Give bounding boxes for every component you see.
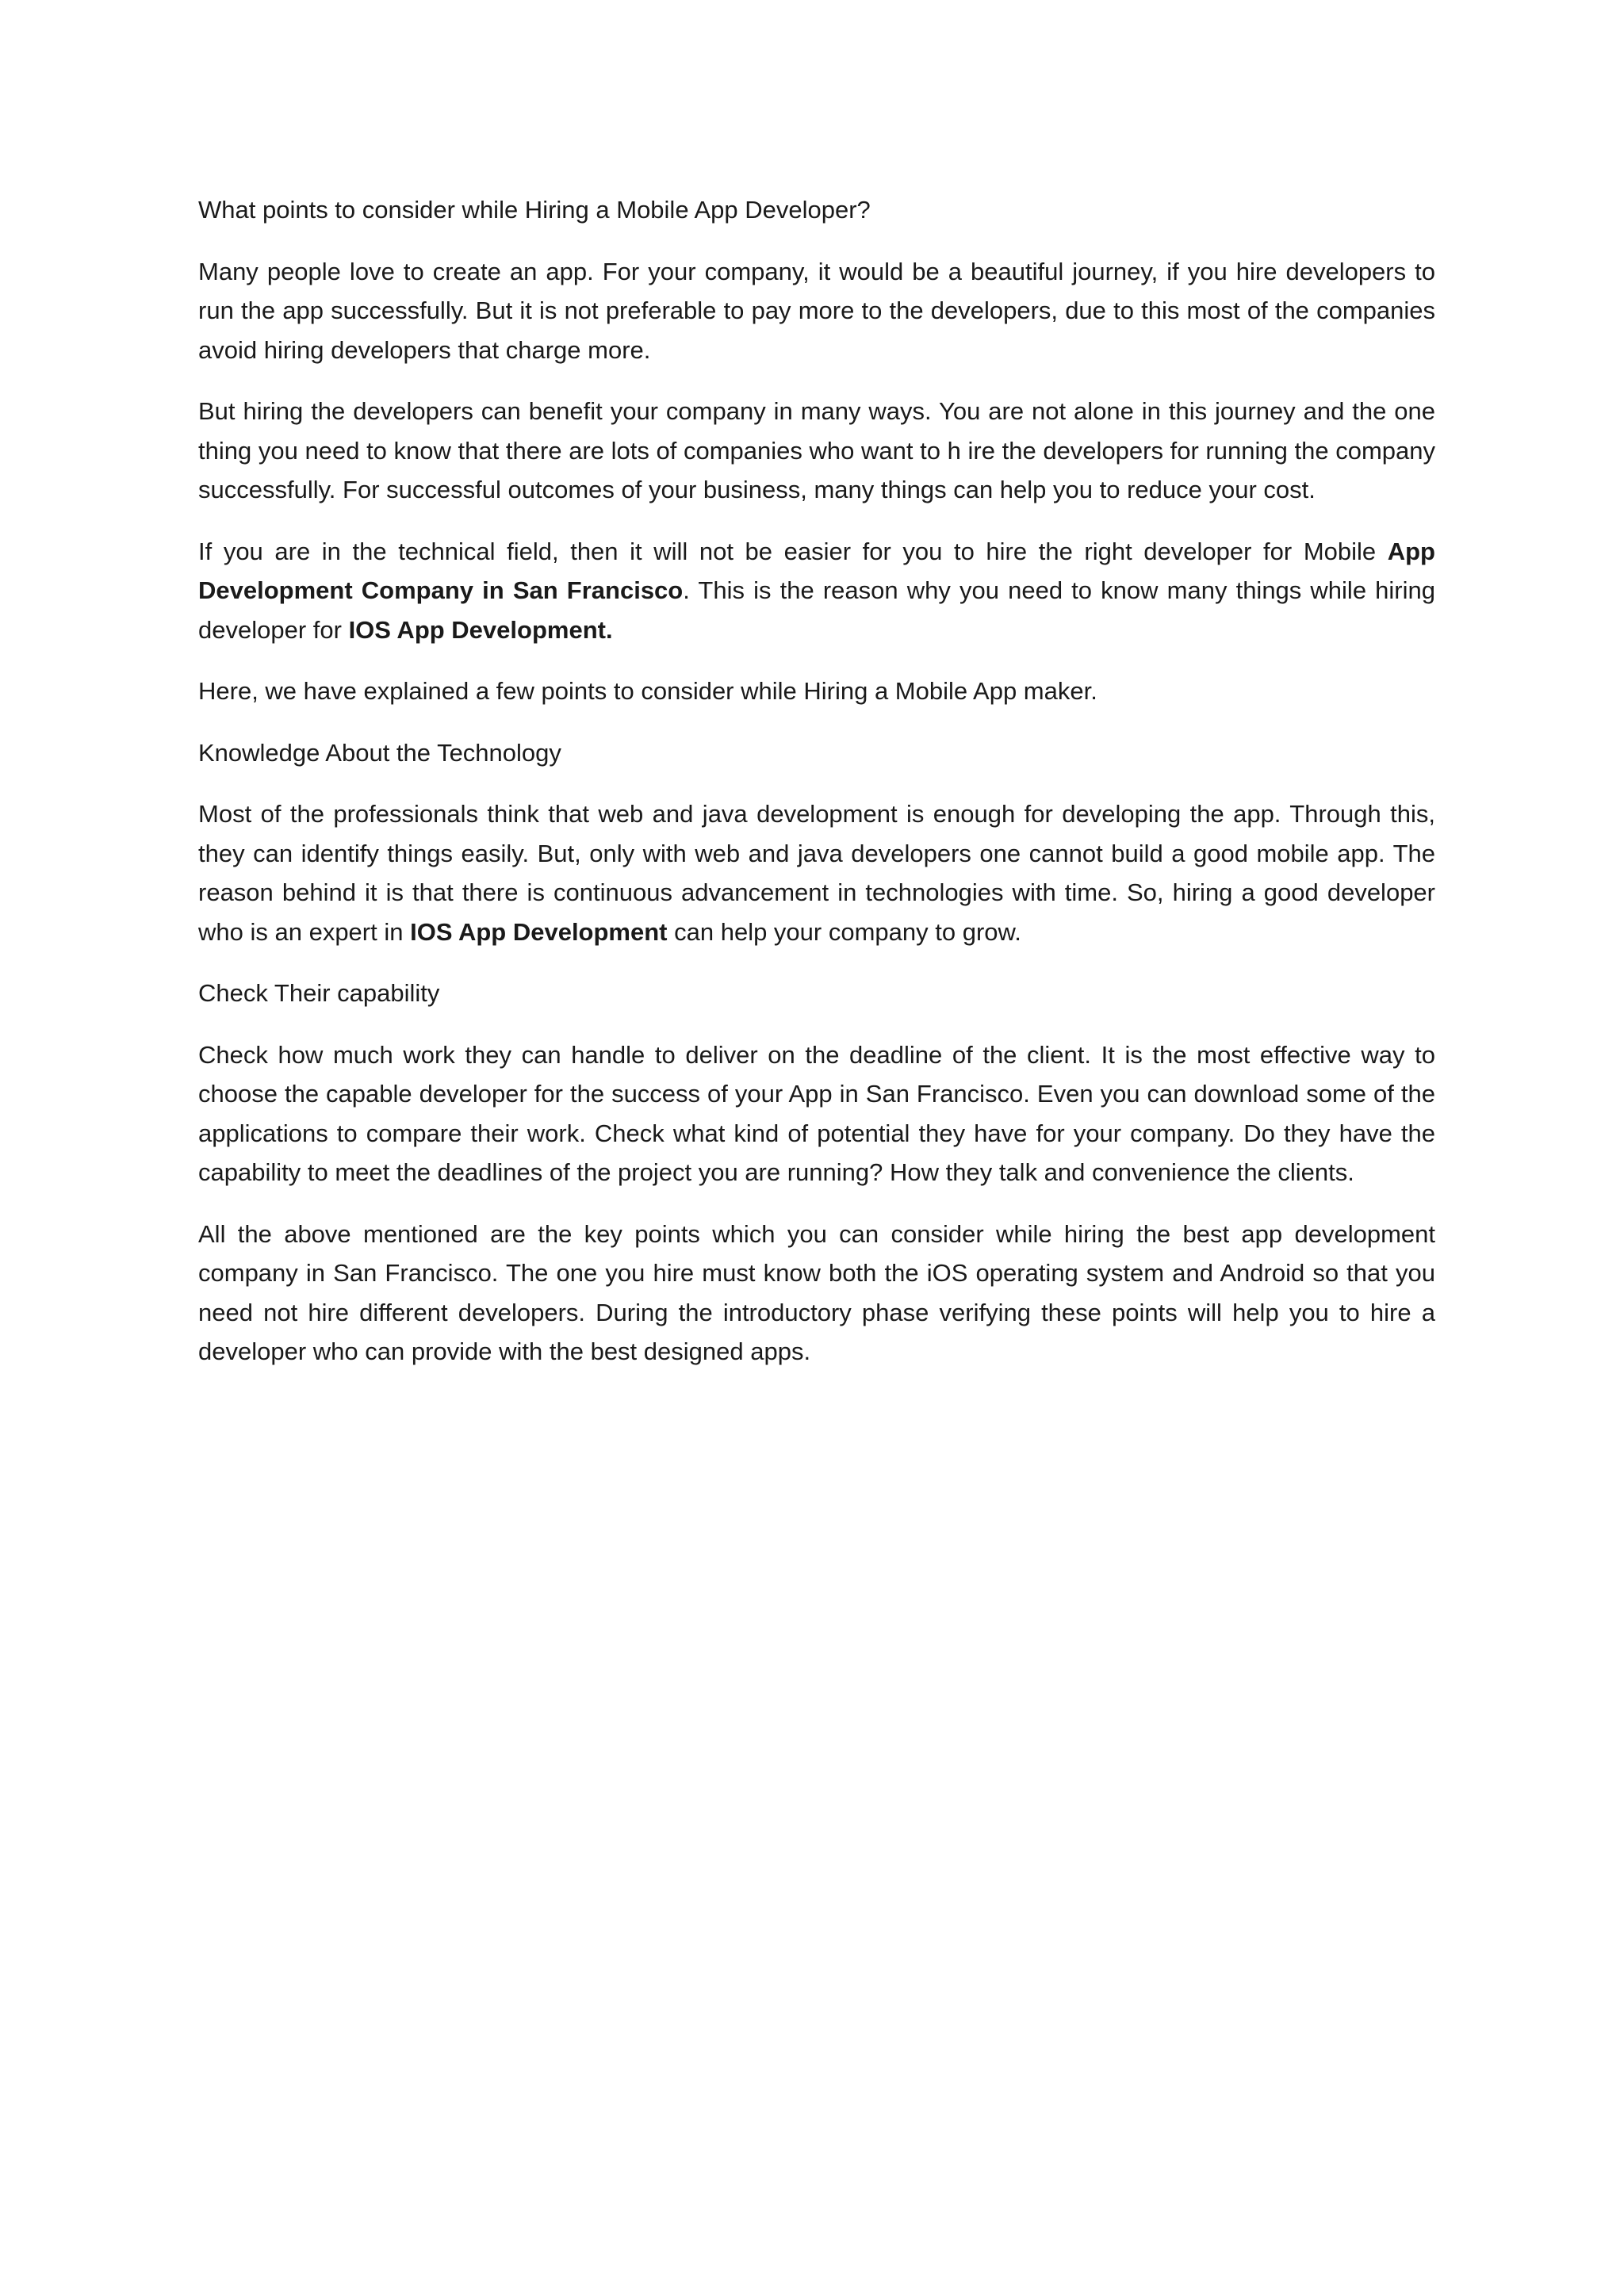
paragraph-explained-points: Here, we have explained a few points to consider while Hiring a Mobile App maker. <box>198 677 1097 705</box>
paragraph-technical-field-text-c: . This is the reason why you need to know many things while hiring developer for <box>198 576 1436 644</box>
paragraph-technical-field <box>198 532 1435 650</box>
section-heading-knowledge: Knowledge About the Technology <box>198 738 561 767</box>
section-heading-capability: Check Their capability <box>198 979 440 1007</box>
document-title: What points to consider while Hiring a Mobile App Developer? <box>198 196 871 224</box>
paragraph-intro: Many people love to create an app. For your company, it would be a beautiful journey, if you hire developers to run the app successfully. But it is not preferable to pay more to the developers, due to this most of the companies avoid hiring developers that charge more. <box>198 257 1435 364</box>
bold-ios-app-development-2: IOS App Development <box>410 917 668 946</box>
paragraph-knowledge <box>198 794 1435 951</box>
paragraph-knowledge-text-a: Most of the professionals think that web and java development is enough for developing the app. Through this, they can identify things easily. But, only with web and java developers one cannot build a good mobile app. The reason behind it is that there is continuous advancement in technologies with time. So, hiring a good developer who is an expert in <box>198 800 1435 946</box>
bold-ios-app-development: IOS App Development. <box>348 615 613 644</box>
paragraph-technical-field-text-a: If you are in the technical field, then it will not be easier for you to hire the right developer for Mobile <box>198 537 1388 565</box>
paragraph-knowledge-text-c: can help your company to grow. <box>667 917 1021 946</box>
bold-app-development-company: App Development Company in San Francisco <box>198 537 1435 604</box>
document-page <box>198 190 1435 1394</box>
paragraph-conclusion: All the above mentioned are the key points which you can consider while hiring the best app development company in San Francisco. The one you hire must know both the iOS operating system and Android so that you need not hire different developers. During the introductory phase verifying these points will help you to hire a developer who can provide with the best designed apps. <box>198 1219 1435 1365</box>
paragraph-benefits: But hiring the developers can benefit your company in many ways. You are not alone in this journey and the one thing you need to know that there are lots of companies who want to h ire the developers for running the company successfully. For successful outcomes of your business, many things can help you to reduce your cost. <box>198 397 1435 503</box>
paragraph-capability: Check how much work they can handle to deliver on the deadline of the client. It is the most effective way to choose the capable developer for the success of your App in San Francisco. Even you can download some of the applications to compare their work. Check what kind of potential they have for your company. Do they have the capability to meet the deadlines of the project you are running? How they talk and convenience the clients. <box>198 1040 1435 1186</box>
